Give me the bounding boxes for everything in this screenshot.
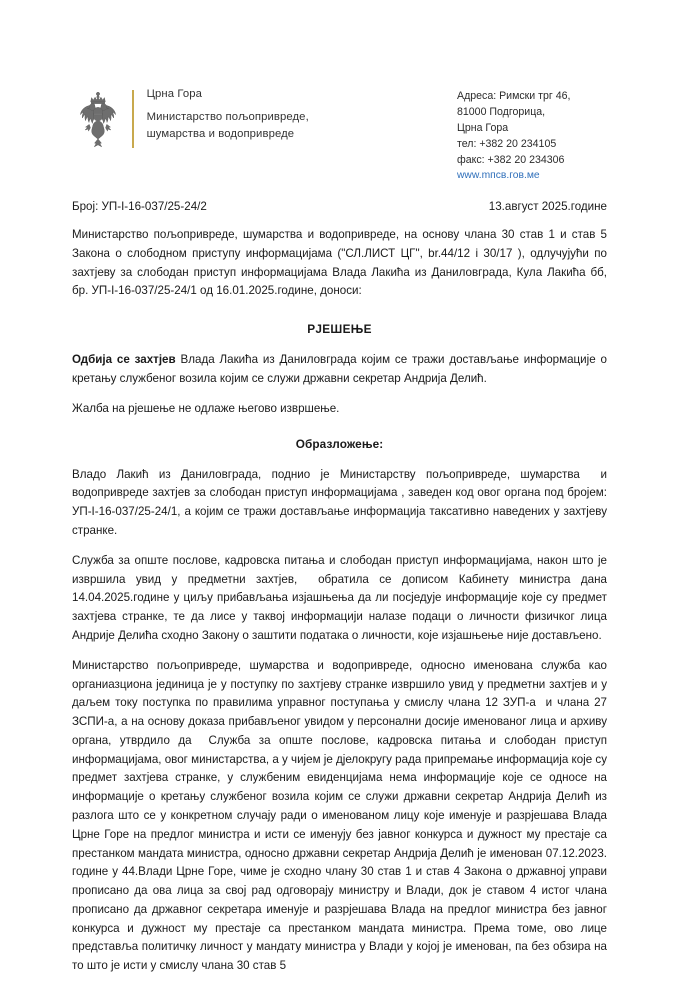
- ministry-name: [147, 109, 309, 143]
- document-meta: [72, 200, 607, 213]
- document-body: [72, 226, 614, 987]
- address-line-1: Адреса: Римски трг 46,: [457, 90, 571, 102]
- ministry-name-line1: Министарство пољопривреде,: [146, 111, 309, 124]
- document-date: 13.август 2025.године: [488, 200, 607, 213]
- letterhead-text: [147, 86, 309, 143]
- address-line-2: 81000 Подгорица,: [457, 106, 546, 119]
- decision-heading: РЈЕШЕЊЕ: [307, 322, 372, 337]
- ruling-bold-text: Одбија се захтјев: [72, 353, 176, 367]
- explanation-paragraph-1: Владо Лакић из Даниловграда, поднио је Министарству пољопривреде, шумарства и водопривреде захтјев за слободан приступ информацијама , заведен код овог органа под бројем: УП-I-16-037/25-24/1, а којим се тражи достављање информација таксативно наведених у захтјеву странке.: [72, 467, 611, 538]
- ruling-paragraph: [72, 351, 611, 389]
- explanation-paragraph-3: Министарство пољопривреде, шумарства и водопривреде, односно именована служба као органиазциона јединица је у поступку по захтјеву странке извршило увид у предметни захтјев и у даљем току поступка по правилима управног поступања у смислу члана 12 ЗУП-а и члана 27 ЗСПИ-а, а на основу доказа прибављеног увидом у персонални досије именованог лица и архиву органа, утврдило да Служба за опште послове, кадровска питања и слободан приступ информацијама, овог министарства, а у чијем је дјелокругу рада припремање информација које су предмет захтјева странке, у службеним евиденцијама нема информације које се односе на информације о кретању службеног возила којим се служи државни секретар Андрија Делић из разлога што се у конкретном случају ради о именованом лицу које именује и разрјешава Влада Црне Горе на предлог министра и исти се именују без јавног конкурса и дужност му престаје са престанком мандата министра, односно државни секретар Андрија Делић је именован 07.12.2023. године у 44.Влади Црне Горе, чиме је сходно члану 30 став 1 и став 4 Закона о државној управи прописано да ова лица за свој рад одговорају министру и Влади, док је ставом 4 истог члана прописано да државног секретара именује и разрјешава Влада на предлог министра без јавног конкурса и дужност му престаје са престанком мандата министра. Према томе, ово лице представља политичку личност у мандату министра у Влади у којој је именован, па без обзира на то што је исти у смислу члана 30 став 5: [72, 658, 614, 973]
- address-line-3: Црна Гора: [457, 122, 509, 135]
- ruling-rest-text: Влада Лакића из Даниловграда којим се тражи достављање информације о кретању службеног возила којим се служи државни секретар Андрија Делић.: [72, 353, 611, 386]
- contact-block: [457, 86, 627, 184]
- document-number: Број: УП-I-16-037/25-24/2: [72, 200, 207, 213]
- letterhead-divider: [132, 90, 134, 148]
- appeal-note-paragraph: Жалба на рјешење не одлаже његово извршење.: [72, 401, 340, 415]
- ministry-name-line2: шумарства и водопривреде: [146, 128, 295, 141]
- intro-paragraph: Министарство пољопривреде, шумарства и водопривреде, на основу члана 30 став 1 и став 5 Закона о слободном приступу информацијама ("СЛ.ЛИСТ ЦГ", br.44/12 i 30/17 ), одлучујући по захтјеву за слободан приступ информацијама Влада Лакића из Даниловграда, Кула Лакића бб, бр. УП-I-16-037/25-24/1 од 16.01.2025.године, доноси:: [72, 228, 614, 298]
- montenegro-coat-of-arms-icon: [72, 88, 124, 154]
- website-link[interactable]: www.mпсв.гов.ме: [457, 170, 540, 182]
- explanation-paragraph-2: Служба за опште послове, кадровска питања и слободан приступ информацијама, након што је извршила увид у предметни захтјев, обратила се дописом Кабинету министра дана 14.04.2025.године у циљу прибављања изјашњења да ли посједује информације које су предмет захтјева странке, те да лисе у таквој информацији налазе подаци о личности физичког лица Андрије Делића сходно Закону о заштити података о личности, које изјашњење није достављено.: [72, 553, 611, 642]
- fax-number: факс: +382 20 234306: [457, 154, 565, 167]
- letterhead-identity: [72, 86, 309, 154]
- country-name: Црна Гора: [146, 88, 203, 100]
- explanation-heading: Образложење:: [295, 436, 384, 451]
- letterhead: [72, 86, 627, 184]
- phone-number: тел: +382 20 234105: [457, 138, 557, 151]
